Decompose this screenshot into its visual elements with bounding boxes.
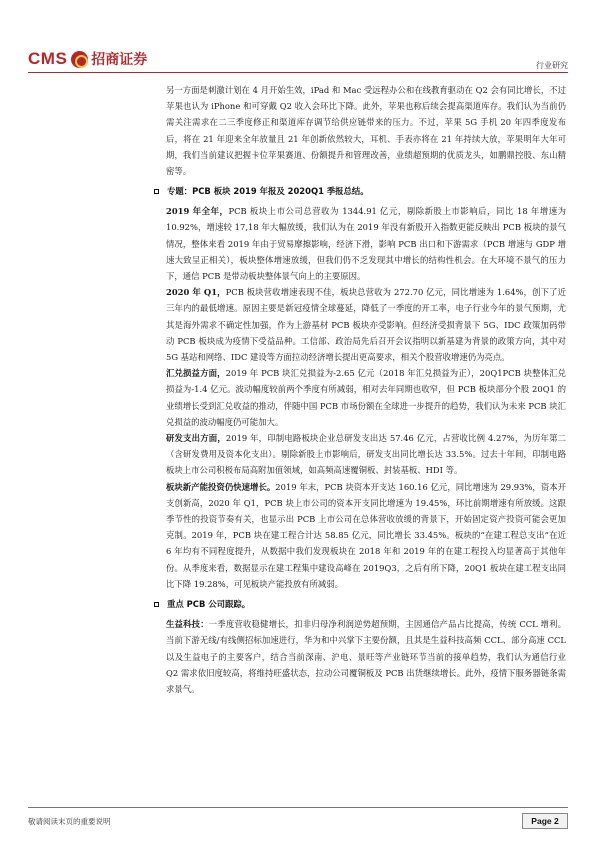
- paragraph-text: 2019 年 PCB 块汇兑损益为-2.65 亿元（2018 年汇兑损益为正），20Q1PCB 块整体汇兑损益为-1.4 亿元。波动幅度较前两个季度有所减弱，相对去年同期也收窄，但 PCB 板块部分个股 20Q1 的业绩增长受到汇兑收益的推动，伴随中国 PCB 市场份额在全球进一步提升的趋势，我们认为未来 PCB 块汇兑损益的波动幅度仍可能加大。: [166, 368, 567, 427]
- paragraph-text: PCB 板块上市公司总营收为 1344.91 亿元，剔除新股上市影响后，同比 18 年增速为 10.92%，增速较 17,18 年大幅放缓，我们认为在 2019 年没有新股开入指数更能反映出 PCB 板块的景气情况，整体来看 2019 年由于贸易摩擦影响，经济下滑，影响 PCB 出口和下游需求（PCB 增速与 GDP 增速大致呈正相关），板块整体增速放缓，但我们仍不乏发现其中增长的结构性机会。在大环境不景气的压力下，通信 PCB 是带动板块整体景气向上的主要原因。: [166, 206, 566, 282]
- section-label: 行业研究: [536, 61, 568, 70]
- paragraph-lead: 研发支出方面，: [166, 433, 226, 444]
- footer-disclaimer: 敬请阅读末页的重要说明: [28, 817, 111, 826]
- paragraph-lead: 2019 年全年，: [166, 206, 229, 217]
- paragraph-text: 2019 年末，PCB 块资本开支达 160.16 亿元，同比增速为 29.93%，资本开支创新高，2020 年 Q1，PCB 块上市公司的资本开支同比增速为 19.45%，环比前期增速有所放缓。这跟季节性的投资节奏有关，也显示出 PCB 上市公司在总体营收放缓的背景下，开始固定资产投资可能会更加克制。2019 年，PCB 块在建工程合计达 58.85 亿元，同比增长 33.45%。板块的“在建工程总支出”在近 6 年均有不同程度提升，从数据中我们发现板块在 2018 年和 2019 年的在建工程投入均显著高于其他年份。从季度来看，数据显示在建工程集中建设高峰在 2019Q3，之后有所下降，20Q1 板块在建工程支出同比下降 19.28%，可见板块产能投放有所减弱。: [166, 481, 567, 589]
- logo-emblem-icon: [71, 51, 88, 68]
- topic-heading-text: 专题：PCB 板块 2019 年报及 2020Q1 季报总结。: [167, 186, 369, 197]
- paragraph-rd-spending: [166, 430, 566, 479]
- report-body: [166, 82, 566, 697]
- paragraph-2020-q1: [166, 284, 566, 365]
- paragraph-lead: 板块新产能投资仍快速增长。: [166, 481, 276, 492]
- intro-paragraph: 另一方面是刺激计划在 4 月开始生效，iPad 和 Mac 受远程办公和在线教育驱动在 Q2 会有同比增长，不过苹果也认为 iPhone 和可穿戴 Q2 收入会环比下降。此外，苹果也称后续会提高渠道库存。我们认为当前仍需关注需求在二三季度修正和渠道库存调节给供应链带来的压力。不过，苹果 5G 手机 20 年四季度发布后，将在 21 年迎来全年放量且 21 年创新依然较大，耳机、手表亦将在 21 年持续大放，苹果明年大年可期，我们当前建议把握卡位苹果赛道、份额提升和管理改善，业绩超预期的优质龙头，如鹏鼎控股、东山精密等。: [166, 85, 566, 177]
- logo-text-chinese: 招商证券: [91, 52, 148, 68]
- topic-heading-pcb-summary: [166, 179, 566, 203]
- bullet-square-icon: [154, 189, 159, 194]
- paragraph-text: 2019 年，印制电路板块企业总研发支出达 57.46 亿元，占营收比例 4.27%，为历年第二（含研发费用及资本化支出）。剔除新股上市影响后，研发支出同比增长达 33.5%。过去十年间，印制电路板块上市公司积极布局高附加值领域，如高频高速覆铜板、封装基板、HDI 等。: [166, 433, 566, 476]
- page-header: [28, 40, 568, 74]
- paragraph-lead: 2020 年 Q1，: [166, 287, 226, 298]
- header-divider: [28, 72, 568, 73]
- topic-heading-key-companies: [166, 592, 566, 616]
- paragraph-shengyi-tech: [166, 616, 566, 697]
- paragraph-text: PCB 板块营收增速表现不佳，板块总营收为 272.70 亿元，同比增速为 1.64%，创下了近三年内的最低增速。原因主要是新冠疫情全球蔓延，降低了一季度的开工率，电子行业今年的景气预期，尤其是海外需求不确定性加强，作为上游基材 PCB 板块亦受影响。但经济受损背景下 5G、IDC 政策加码带动 PCB 板块成为疫情下受益品种。工信部、政治局先后召开会议指明以新基建为背景的政策方向，其中对 5G 基站和网络、IDC 建设等方面拉动经济增长提出更高要求，相关个股营收增速仍为亮点。: [166, 287, 566, 363]
- paragraph-lead: 生益科技：: [166, 619, 209, 630]
- bullet-square-icon: [154, 602, 159, 607]
- topic-heading-text: 重点 PCB 公司跟踪。: [167, 599, 251, 610]
- logo-text-latin: CMS: [28, 49, 68, 68]
- paragraph-capacity-investment: [166, 479, 566, 592]
- page-number: Page 2: [522, 813, 568, 829]
- paragraph-fx-gains: [166, 365, 566, 430]
- paragraph-lead: 汇兑损益方面，: [166, 368, 226, 379]
- cms-logo: [28, 48, 147, 70]
- footer-divider: [28, 807, 568, 808]
- paragraph-2019-full-year: [166, 203, 566, 284]
- paragraph-text: 一季度营收稳健增长，扣非归母净利润逆势超预期，主因通信产品占比提高，传统 CCL 增利。当前下游无线/有线侧招标加速进行，华为和中兴掌下主要份额，且其是生益科技高频 CCL、部分高速 CCL 以及生益电子的主要客户，结合当前深南、沪电、景旺等产业链环节当前的接单趋势，我们认为通信行业 Q2 需求依旧度较高，将维持旺盛状态，拉动公司覆铜板及 PCB 出货继续增长。此外，疫情下服务器链条需求景气。: [166, 619, 567, 694]
